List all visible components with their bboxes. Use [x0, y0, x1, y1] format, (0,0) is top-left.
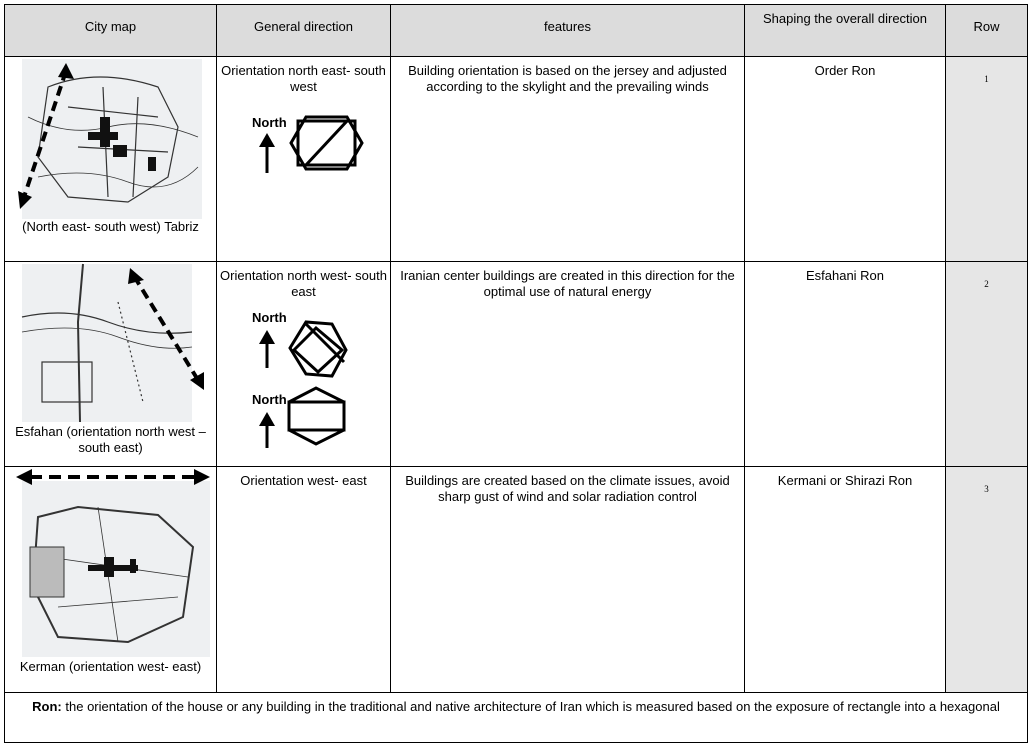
- direction-cell: [217, 467, 391, 693]
- table-row: [5, 467, 1028, 693]
- row-number-cell: 1: [946, 57, 1028, 262]
- orientation-table: [4, 4, 1028, 743]
- row-number-cell: 2: [946, 262, 1028, 467]
- footer-row: [5, 693, 1028, 743]
- features-cell: [391, 467, 745, 693]
- footer-note: [5, 693, 1028, 743]
- features-text: Buildings are created based on the climate issues, avoid sharp gust of wind and solar radiation control: [405, 473, 730, 504]
- tabriz-map-image: [8, 57, 214, 219]
- north-label: North: [251, 115, 287, 130]
- footer-definition: the orientation of the house or any building in the traditional and native architecture of Iran which is measured based on the exposure of rectangle into a hexagonal: [65, 699, 1000, 714]
- direction-text: Orientation north west- south east: [220, 268, 387, 299]
- esfahan-caption: Esfahan (orientation north west – south east): [15, 424, 206, 455]
- features-text: Building orientation is based on the jersey and adjusted according to the skylight and the prevailing winds: [408, 63, 727, 94]
- header-general-direction: General direction: [217, 5, 391, 57]
- north-label: North: [251, 310, 287, 325]
- kerman-caption: Kerman (orientation west- east): [19, 659, 202, 674]
- kerman-map-image: [8, 467, 214, 657]
- shaping-cell: [745, 57, 946, 262]
- shaping-text: Kermani or Shirazi Ron: [777, 473, 913, 488]
- direction-cell: [217, 57, 391, 262]
- row-number-cell: 3: [946, 467, 1028, 693]
- shaping-text: Order Ron: [814, 63, 876, 78]
- esfahan-map-image: [8, 262, 214, 424]
- features-text: Iranian center buildings are created in this direction for the optimal use of natural energy: [400, 268, 735, 299]
- footer-term: Ron:: [32, 699, 62, 714]
- direction-text: Orientation north east- south west: [221, 63, 386, 94]
- header-city-map: City map: [5, 5, 217, 57]
- table-row: [5, 262, 1028, 467]
- tabriz-caption: (North east- south west) Tabriz: [22, 219, 199, 234]
- north-hexagon-diagram: [234, 300, 374, 450]
- direction-cell: [217, 262, 391, 467]
- table-row: [5, 57, 1028, 262]
- header-row: [5, 5, 1028, 57]
- header-features: features: [391, 5, 745, 57]
- shaping-text: Esfahani Ron: [805, 268, 885, 283]
- header-shaping: Shaping the overall direction: [745, 5, 946, 57]
- north-hexagon-diagram: [234, 95, 374, 185]
- shaping-cell: [745, 467, 946, 693]
- direction-text: Orientation west- east: [240, 473, 367, 488]
- city-map-cell: [5, 57, 217, 262]
- shaping-cell: [745, 262, 946, 467]
- features-cell: [391, 262, 745, 467]
- city-map-cell: [5, 467, 217, 693]
- north-label: North: [251, 392, 287, 407]
- header-row: Row: [946, 5, 1028, 57]
- features-cell: [391, 57, 745, 262]
- city-map-cell: [5, 262, 217, 467]
